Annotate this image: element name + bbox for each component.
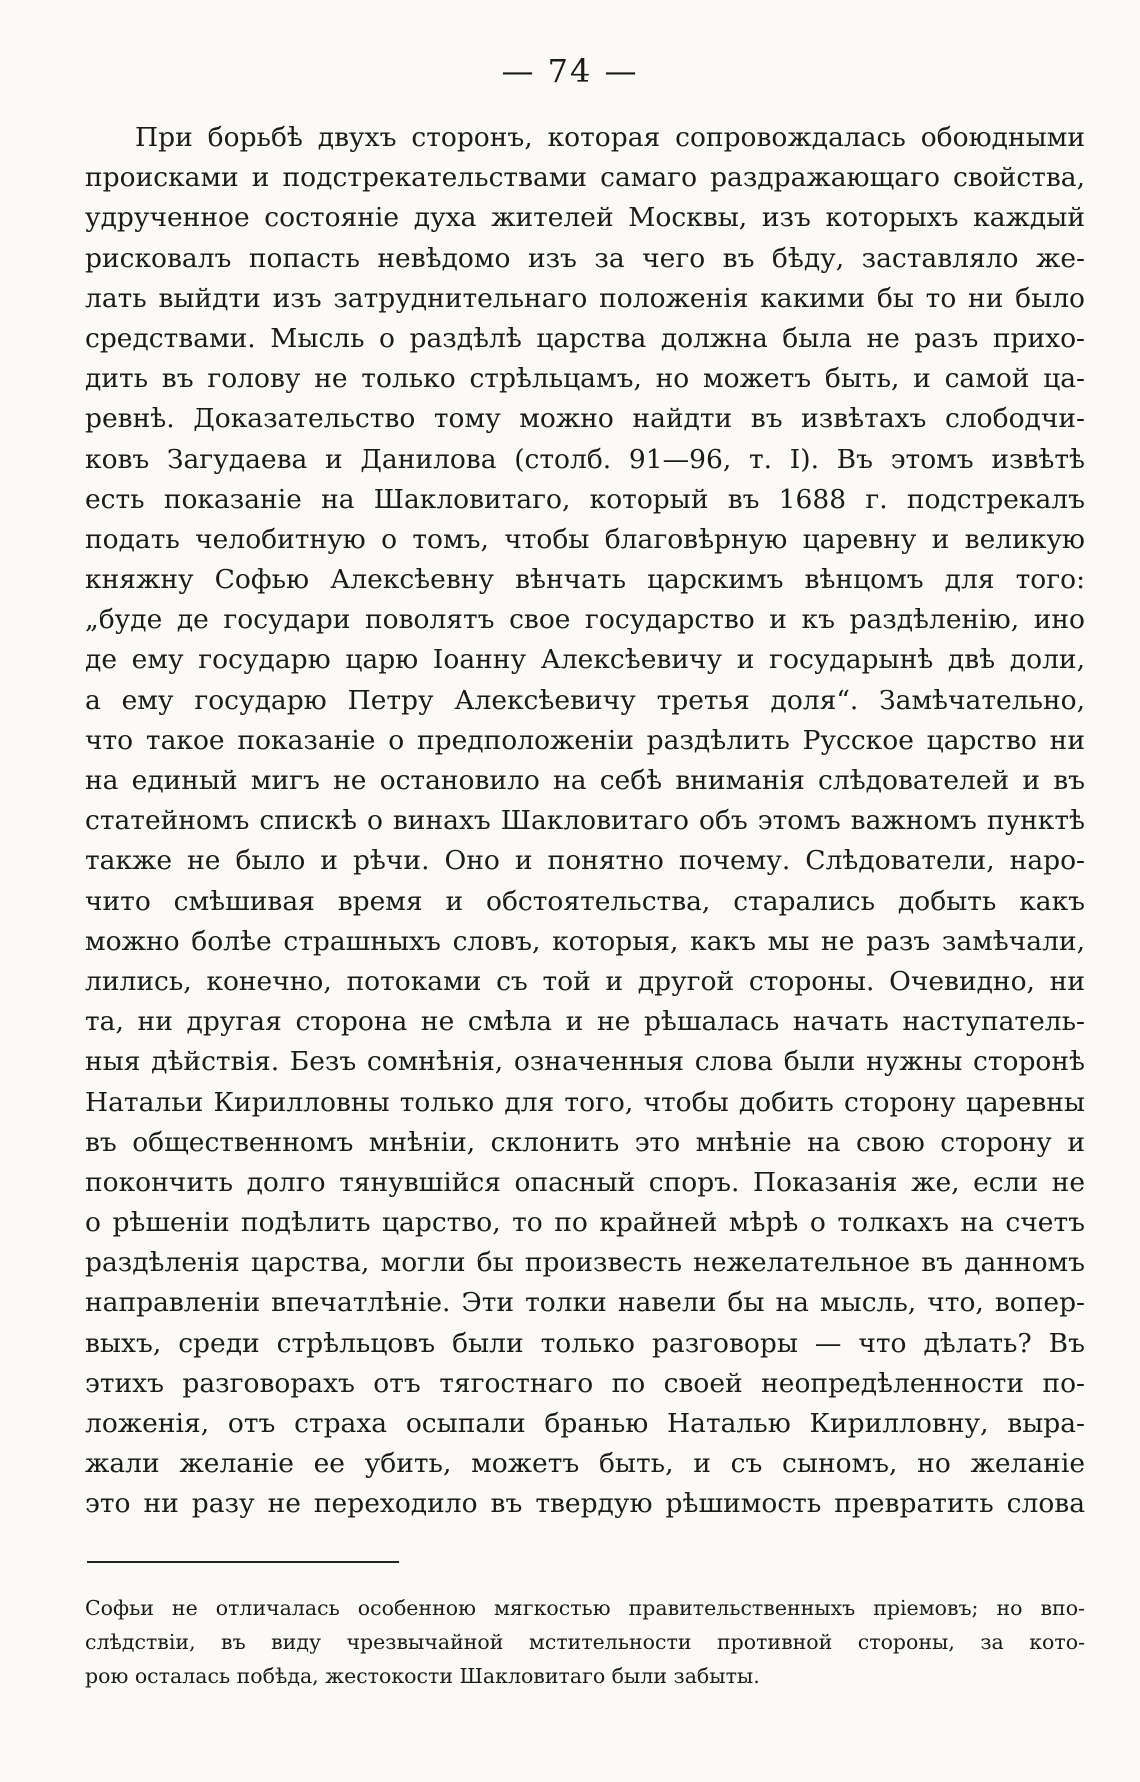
- text-line: выхъ, среди стрѣльцовъ были только разговоры — что дѣлать? Въ: [85, 1327, 1085, 1359]
- footnote: [85, 1591, 1085, 1693]
- text-line: „буде де государи поволятъ свое государство и къ раздѣленію, ино: [85, 604, 1085, 636]
- text-line: жали желаніе ее убить, можетъ быть, и съ сыномъ, но желаніе: [85, 1448, 1085, 1480]
- text-line: рисковалъ попасть невѣдомо изъ за чего въ бѣду, заставляло же-: [85, 242, 1085, 274]
- text-line: въ общественномъ мнѣніи, склонить это мнѣніе на свою сторону и: [85, 1126, 1085, 1158]
- text-line: о рѣшеніи подѣлить царство, то по крайней мѣрѣ о толкахъ на счетъ: [85, 1207, 1085, 1239]
- text-line: статейномъ спискѣ о винахъ Шакловитаго объ этомъ важномъ пунктѣ: [85, 805, 1085, 837]
- text-line: покончить долго тянувшійся опасный споръ. Показанія же, если не: [85, 1166, 1085, 1198]
- footnote-line: рою осталась побѣда, жестокости Шакловитаго были забыты.: [85, 1664, 760, 1688]
- footnote-divider: [87, 1561, 399, 1563]
- text-line: де ему государю царю Іоанну Алексѣевичу и государынѣ двѣ доли,: [85, 644, 1085, 676]
- text-line: можно болѣе страшныхъ словъ, которыя, какъ мы не разъ замѣчали,: [85, 925, 1085, 957]
- text-line: удрученное состояніе духа жителей Москвы, изъ которыхъ каждый: [85, 202, 1085, 234]
- text-line: ныя дѣйствія. Безъ сомнѣнія, означенныя слова были нужны сторонѣ: [85, 1046, 1085, 1078]
- text-line: что такое показаніе о предположеніи раздѣлить Русское царство ни: [85, 724, 1085, 756]
- text-line: ложенія, отъ страха осыпали бранью Наталью Кирилловну, выра-: [85, 1408, 1085, 1439]
- text-line: подать челобитную о томъ, чтобы благовѣрную царевну и великую: [85, 523, 1085, 555]
- text-line: происками и подстрекательствами самаго раздражающаго свойства,: [85, 162, 1085, 194]
- text-line: лать выйдти изъ затруднительнаго положенія какими бы то ни было: [85, 282, 1085, 314]
- footnote-line: слѣдствіи, въ виду чрезвычайной мстительности противной стороны, за кото-: [85, 1630, 1085, 1654]
- text-line: чито смѣшивая время и обстоятельства, старались добыть какъ: [85, 885, 1085, 917]
- text-line: ковъ Загудаева и Данилова (столб. 91—96, т. I). Въ этомъ извѣтѣ: [85, 443, 1085, 475]
- text-line: раздѣленія царства, могли бы произвесть нежелательное въ данномъ: [85, 1247, 1085, 1279]
- text-line: лились, конечно, потоками съ той и другой стороны. Очевидно, ни: [85, 965, 1085, 997]
- text-line: а ему государю Петру Алексѣевичу третья доля“. Замѣчательно,: [85, 684, 1085, 716]
- text-line: дить въ голову не только стрѣльцамъ, но можетъ быть, и самой ца-: [85, 363, 1085, 395]
- text-line: средствами. Мысль о раздѣлѣ царства должна была не разъ прихо-: [85, 322, 1085, 354]
- text-line: есть показаніе на Шакловитаго, который въ 1688 г. подстрекалъ: [85, 483, 1085, 515]
- text-line: также не было и рѣчи. Оно и понятно почему. Слѣдователи, наро-: [85, 845, 1085, 877]
- text-line: этихъ разговорахъ отъ тягостнаго по своей неопредѣленности по-: [85, 1367, 1085, 1399]
- text-line: направленіи впечатлѣніе. Эти толки навели бы на мысль, что, вопер-: [85, 1287, 1085, 1319]
- text-line: При борьбѣ двухъ сторонъ, которая сопровождалась обоюдными: [135, 122, 1085, 153]
- text-line: та, ни другая сторона не смѣла и не рѣшалась начать наступатель-: [85, 1006, 1085, 1038]
- body-text: [85, 118, 1085, 1525]
- text-line: княжну Софью Алексѣевну вѣнчать царскимъ вѣнцомъ для того:: [85, 564, 1085, 596]
- text-line: ревнѣ. Доказательство тому можно найдти въ извѣтахъ слободчи-: [85, 403, 1085, 435]
- text-line: Натальи Кирилловны только для того, чтобы добить сторону царевны: [85, 1086, 1085, 1118]
- page-number: — 74 —: [501, 52, 639, 90]
- text-line: это ни разу не переходило въ твердую рѣшимость превратить слова: [85, 1488, 1085, 1520]
- text-line: на единый мигъ не остановило на себѣ вниманія слѣдователей и въ: [85, 765, 1085, 796]
- footnote-line: Софьи не отличалась особенною мягкостью правительственныхъ пріемовъ; но впо-: [85, 1596, 1085, 1620]
